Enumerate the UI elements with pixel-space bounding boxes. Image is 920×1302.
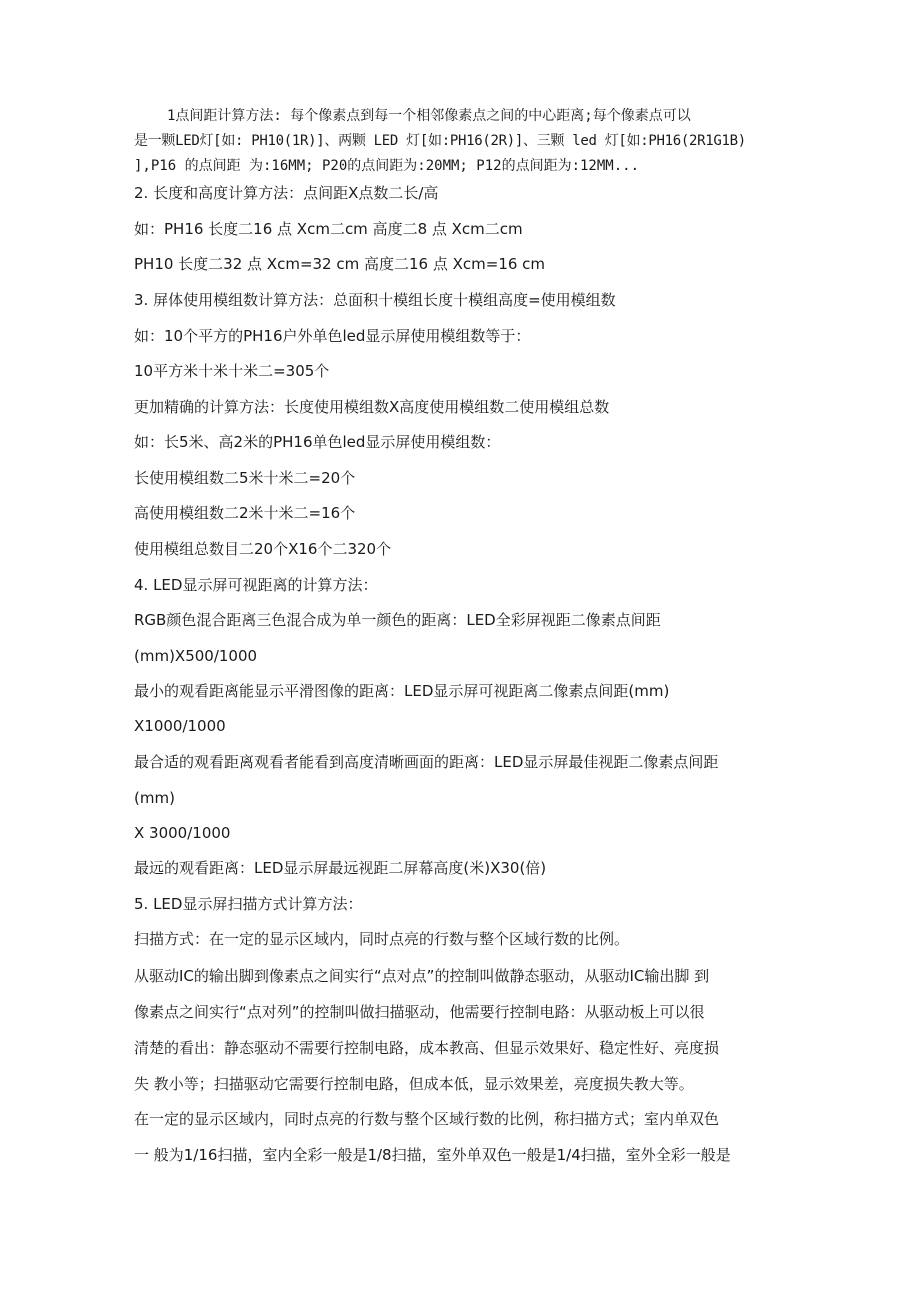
text-line: PH10 长度二32 点 Xcm=32 cm 高度二16 点 Xcm=16 cm	[134, 255, 546, 273]
text-line: 最小的观看距离能显示平滑图像的距离：LED显示屏可视距离二像素点间距(mm)	[134, 682, 670, 700]
text-line: RGB颜色混合距离三色混合成为单一颜色的距离：LED全彩屏视距二像素点间距	[134, 611, 661, 629]
heading-scan-mode: 5. LED显示屏扫描方式计算方法：	[134, 895, 363, 913]
text-line: 高使用模组数二2米十米二=16个	[134, 504, 356, 522]
text-line: 使用模组总数目二20个X16个二320个	[134, 540, 392, 558]
text-line: 清楚的看出：静态驱动不需要行控制电路，成本教高、但显示效果好、稳定性好、亮度损	[134, 1039, 720, 1057]
text-line: 在一定的显示区域内，同时点亮的行数与整个区域行数的比例，称扫描方式；室内单双色	[134, 1110, 720, 1128]
text-line: 一 般为1/16扫描，室内全彩一般是1/8扫描，室外单双色一般是1/4扫描，室外全彩一般是	[134, 1146, 731, 1164]
heading-module-count: 3. 屏体使用模组数计算方法：总面积十模组长度十模组高度=使用模组数	[134, 291, 616, 309]
text-line: X 3000/1000	[134, 824, 231, 842]
text-line: 从驱动IC的输出脚到像素点之间实行“点对点”的控制叫做静态驱动，从驱动IC输出脚 到	[134, 967, 710, 985]
text-line: X1000/1000	[134, 717, 226, 735]
paragraph-dot-pitch	[134, 104, 789, 179]
text-line: (mm)	[134, 789, 175, 807]
text-line: 像素点之间实行“点对列”的控制叫做扫描驱动，他需要行控制电路：从驱动板上可以很	[134, 1003, 705, 1021]
text-line: 失 教小等；扫描驱动它需要行控制电路，但成本低，显示效果差，亮度损失教大等。	[134, 1075, 694, 1093]
text-line: 更加精确的计算方法：长度使用模组数X高度使用模组数二使用模组总数	[134, 398, 610, 416]
text-line: 长使用模组数二5米十米二=20个	[134, 469, 356, 487]
text-line: 如：10个平方的PH16户外单色led显示屏使用模组数等于：	[134, 327, 531, 345]
text-line: (mm)X500/1000	[134, 647, 258, 665]
paragraph-line: 1点间距计算方法: 每个像素点到每一个相邻像素点之间的中心距离;每个像素点可以	[167, 108, 691, 124]
text-line: 最合适的观看距离观看者能看到高度清晰画面的距离：LED显示屏最佳视距二像素点间距	[134, 753, 719, 771]
text-line: 如：长5米、高2米的PH16单色led显示屏使用模组数：	[134, 433, 501, 451]
text-line: 如：PH16 长度二16 点 Xcm二cm 高度二8 点 Xcm二cm	[134, 220, 523, 238]
text-line: 最远的观看距离：LED显示屏最远视距二屏幕高度(米)X30(倍)	[134, 859, 547, 877]
paragraph-line: 是一颗LED灯[如: PH10(1R)]、两颗 LED 灯[如:PH16(2R)]、三颗 led 灯[如:PH16(2R1G1B)	[134, 133, 746, 149]
text-line: 扫描方式：在一定的显示区域内，同时点亮的行数与整个区域行数的比例。	[134, 930, 630, 948]
heading-length-height: 2. 长度和高度计算方法：点间距X点数二长/高	[134, 184, 439, 202]
paragraph-line: ],P16 的点间距 为:16MM; P20的点间距为:20MM; P12的点间距为:12MM...	[134, 158, 640, 174]
heading-viewing-distance: 4. LED显示屏可视距离的计算方法：	[134, 576, 378, 594]
text-line: 10平方米十米十米二=305个	[134, 362, 330, 380]
